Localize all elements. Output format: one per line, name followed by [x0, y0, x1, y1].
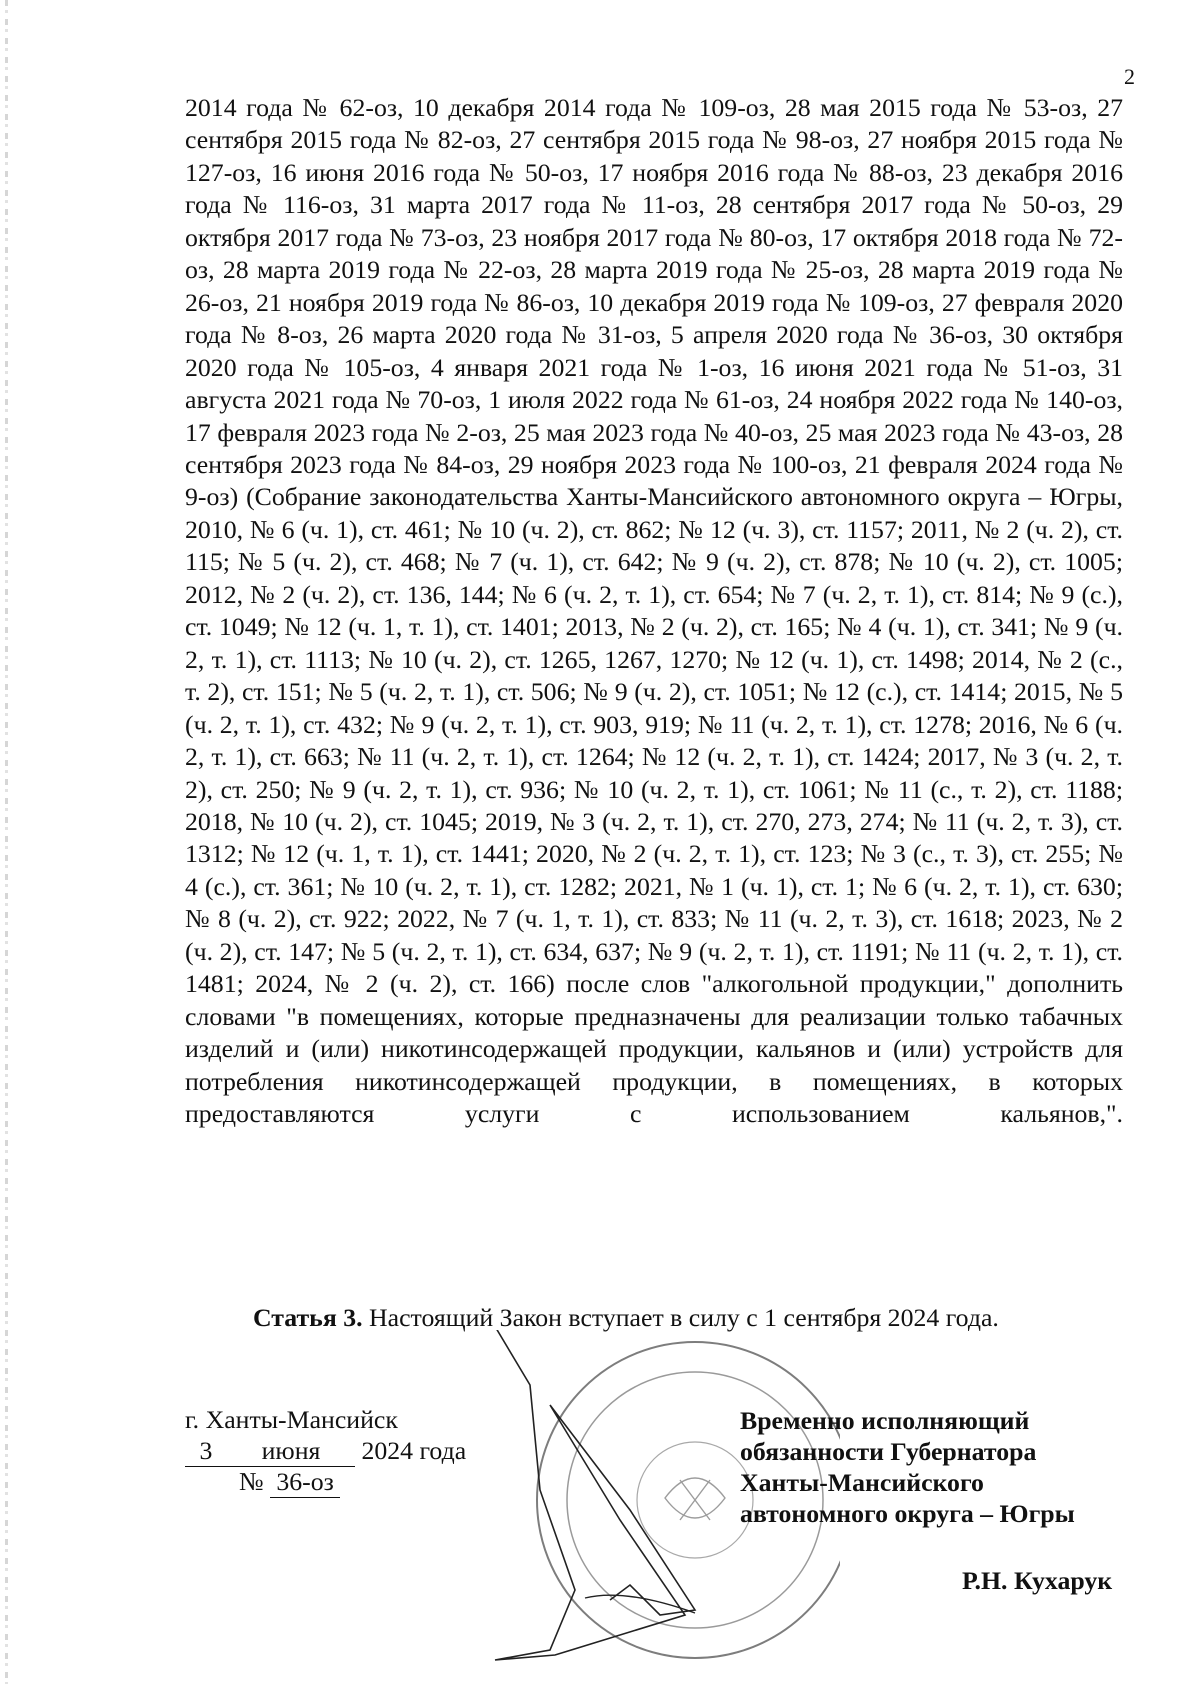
signature-flourish — [585, 1595, 695, 1613]
date-day: 3 — [185, 1436, 227, 1467]
body-paragraph — [185, 92, 1123, 1131]
law-number-value: 36-оз — [270, 1467, 340, 1498]
date-year: 2024 года — [361, 1436, 467, 1465]
signatory-name: Р.Н. Кухарук — [962, 1566, 1113, 1595]
scan-edge-artifact — [5, 0, 8, 1684]
date-month: июня — [227, 1436, 355, 1467]
article-heading: Статья 3. — [253, 1303, 363, 1332]
signatory-title — [740, 1405, 1140, 1529]
law-number — [239, 1467, 340, 1498]
signatory-title-line: автономного округа – Югры — [740, 1499, 1075, 1528]
body-paragraph-last-line: с использованием кальянов,". — [629, 1099, 1124, 1129]
seal-emblem — [665, 1478, 725, 1520]
body-paragraph-main: 2014 года № 62-оз, 10 декабря 2014 года № 109-оз, 28 мая 2015 года № 53-оз, 27 сентября 2015 года № 82-оз, 27 сентября 2015 года № 98-оз, 27 ноября 2015 года № 127-оз, 16 июня 2016 года № 50-оз, 17 ноября 2016 года № 88-оз, 23 декабря 2016 года № 116-оз, 31 марта 2017 года № 11-оз, 28 сентября 2017 года № 50-оз, 29 октября 2017 года № 73-оз, 23 ноября 2017 года № 80-оз, 17 октября 2018 года № 72-оз, 28 марта 2019 года № 22-оз, 28 марта 2019 года № 25-оз, 28 марта 2019 года № 26-оз, 21 ноября 2019 года № 86-оз, 10 декабря 2019 года № 109-оз, 27 февраля 2020 года № 8-оз, 26 марта 2020 года № 31-оз, 5 апреля 2020 года № 36-оз, 30 октября 2020 года № 105-оз, 4 января 2021 года № 1-оз, 16 июня 2021 года № 51-оз, 31 августа 2021 года № 70-оз, 1 июля 2022 года № 61-оз, 24 ноября 2022 года № 140-оз, 17 февраля 2023 года № 2-оз, 25 мая 2023 года № 40-оз, 25 мая 2023 года № 43-оз, 28 сентября 2023 года № 84-оз, 29 ноября 2023 года № 100-оз, 21 февраля 2024 года № 9-оз) (Собрание законодательства Ханты-Мансийского автономного округа – Югры, 2010, № 6 (ч. 1), ст. 461; № 10 (ч. 2), ст. 862; № 12 (ч. 3), ст. 1157; 2011, № 2 (ч. 2), ст. 115; № 5 (ч. 2), ст. 468; № 7 (ч. 1), ст. 642; № 9 (ч. 2), ст. 878; № 10 (ч. 2), ст. 1005; 2012, № 2 (ч. 2), ст. 136, 144; № 6 (ч. 2, т. 1), ст. 654; № 7 (ч. 2, т. 1), ст. 814; № 9 (с.), ст. 1049; № 12 (ч. 1, т. 1), ст. 1401; 2013, № 2 (ч. 2), ст. 165; № 4 (ч. 1), ст. 341; № 9 (ч. 2, т. 1), ст. 1113; № 10 (ч. 2), ст. 1265, 1267, 1270; № 12 (ч. 1), ст. 1498; 2014, № 2 (с., т. 2), ст. 151; № 5 (ч. 2, т. 1), ст. 506; № 9 (ч. 2), ст. 1051; № 12 (с.), ст. 1414; 2015, № 5 (ч. 2, т. 1), ст. 432; № 9 (ч. 2, т. 1), ст. 903, 919; № 11 (ч. 2, т. 1), ст. 1278; 2016, № 6 (ч. 2, т. 1), ст. 663; № 11 (ч. 2, т. 1), ст. 1264; № 12 (ч. 2, т. 1), ст. 1424; 2017, № 3 (ч. 2, т. 2), ст. 250; № 9 (ч. 2, т. 1), ст. 936; № 10 (ч. 2, т. 1), ст. 1061; № 11 (с., т. 2), ст. 1188; 2018, № 10 (ч. 2), ст. 1045; 2019, № 3 (ч. 2, т. 1), ст. 270, 273, 274; № 11 (ч. 2, т. 3), ст. 1312; № 12 (ч. 1, т. 1), ст. 1441; 2020, № 2 (ч. 2, т. 1), ст. 123; № 3 (с., т. 3), ст. 255; № 4 (с.), ст. 361; № 10 (ч. 2, т. 1), ст. 1282; 2021, № 1 (ч. 1), ст. 1; № 6 (ч. 2, т. 1), ст. 630; № 8 (ч. 2), ст. 922; 2022, № 7 (ч. 1, т. 1), ст. 833; № 11 (ч. 2, т. 3), ст. 1618; 2023, № 2 (ч. 2), ст. 147; № 5 (ч. 2, т. 1), ст. 634, 637; № 9 (ч. 2, т. 1), ст. 1191; № 11 (ч. 2, т. 1), ст. 1481; 2024, № 2 (ч. 2), ст. 166) после слов "алкогольной продукции," дополнить словами "в помещениях, которые предназначены для реализации только табачных изделий и (или) никотинсодержащей продукции, кальянов и (или) устройств для потребления никотинсодержащей продукции, в помещениях, в которых предоставляются услуги — [185, 93, 1123, 1129]
signing-date — [185, 1436, 466, 1467]
signatory-title-line: Ханты-Мансийского — [740, 1468, 984, 1497]
signatory-title-line: обязанности Губернатора — [740, 1437, 1037, 1466]
article-text: Настоящий Закон вступает в силу с 1 сентября 2024 года. — [362, 1303, 999, 1332]
page-number: 2 — [1124, 64, 1135, 89]
signatory-title-line: Временно исполняющий — [740, 1406, 1030, 1435]
law-number-prefix: № — [239, 1467, 264, 1496]
city-label: г. Ханты-Мансийск — [185, 1405, 398, 1434]
